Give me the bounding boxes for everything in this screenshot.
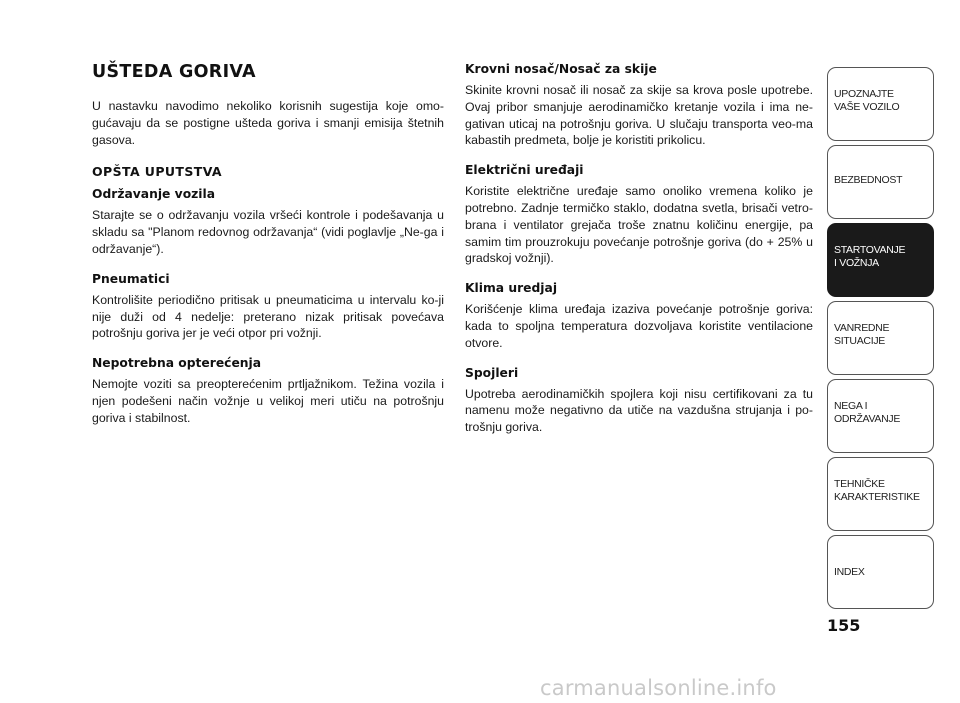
- tab-label-line1: STARTOVANJE: [834, 244, 906, 256]
- watermark: carmanualsonline.info: [540, 676, 777, 700]
- tab-nega-i-odrzavanje[interactable]: [827, 379, 934, 453]
- heading-pneumatici: Pneumatici: [92, 271, 170, 286]
- text-krovni-nosac: Skinite krovni nosač ili nosač za skije sa krova posle upotrebe. Ovaj pribor smanjuje aerodinamičko kretanje vozila i ima ne-gativan uticaj na potrošnju goriva. U slučaju transporta veo-ma kabastih predmeta, bolje je koristiti prikolicu.: [465, 83, 813, 148]
- text-klima-uredjaj: Korišćenje klima uređaja izaziva povećanje potrošnje goriva: kada to spoljna temperatura dozvoljava koristite ventilacione otvore.: [465, 302, 813, 350]
- heading-opterecenja: Nepotrebna opterećenja: [92, 356, 262, 371]
- text-opterecenja: Nemojte voziti sa preopterećenim prtljažnikom. Težina vozila i njen podešeni način vožnje u velikoj meri utiču na potrošnju goriva i stabilnost.: [92, 377, 444, 425]
- page-number: 155: [827, 616, 861, 635]
- tab-label-line1: BEZBEDNOST: [834, 174, 903, 186]
- intro-paragraph: U nastavku navodimo nekoliko korisnih sugestija koje omo-gućavaju da se postigne ušteda goriva i smanji emisija štetnih gasova.: [92, 99, 444, 147]
- tab-label-line2: ODRŽAVANJE: [834, 412, 901, 425]
- text-odrzavanje: Starajte se o održavanju vozila vršeći kontrole i podešavanja u skladu sa "Planom redovnog održavanja“ (vidi poglavlje „Ne-ga i održavanje“).: [92, 208, 444, 256]
- tab-vanredne-situacije[interactable]: [827, 301, 934, 375]
- section-title: OPŠTA UPUTSTVA: [92, 164, 222, 180]
- text-pneumatici: Kontrolišite periodično pritisak u pneumaticima u intervalu ko-ji nije duži od 4 nedelje: preterano nizak pritisak povećava potrošnju goriva jer je veći otpor pri vožnji.: [92, 292, 444, 341]
- tab-label-line1: INDEX: [834, 566, 865, 578]
- tab-label-line2: I VOŽNJA: [834, 256, 879, 269]
- right-column: [465, 62, 813, 436]
- heading-klima-uredjaj: Klima uredjaj: [465, 281, 558, 296]
- tab-label-line2: VAŠE VOZILO: [834, 100, 900, 113]
- left-column: [92, 62, 444, 427]
- text-elektricni-uredjaji: Koristite električne uređaje samo onoliko vremena koliko je potrebno. Zadnje termičko staklo, dodatna svetla, brisači vetro-brana i ventilator grejača troše znatnu količinu energije, pa samim tim prouzrokuju povećanje potrošnje goriva (do + 25% u gradskoj vožnji).: [465, 184, 813, 266]
- tab-label-line2: SITUACIJE: [834, 334, 885, 347]
- chapter-sidebar: [827, 67, 934, 613]
- heading-krovni-nosac: Krovni nosač/Nosač za skije: [465, 62, 657, 76]
- tab-label-line1: VANREDNE: [834, 322, 890, 334]
- heading-spojleri: Spojleri: [465, 365, 519, 380]
- tab-upoznajte-vase-vozilo[interactable]: [827, 67, 934, 141]
- heading-odrzavanje: Održavanje vozila: [92, 187, 216, 202]
- tab-label-line2: KARAKTERISTIKE: [834, 490, 920, 503]
- tab-startovanje-i-voznja[interactable]: [827, 223, 934, 297]
- tab-tehnicke-karakteristike[interactable]: [827, 457, 934, 531]
- tab-bezbednost[interactable]: [827, 145, 934, 219]
- tab-label-line1: TEHNIČKE: [834, 478, 885, 490]
- page-title: UŠTEDA GORIVA: [92, 62, 256, 82]
- text-spojleri: Upotreba aerodinamičkih spojlera koji nisu certifikovani za tu namenu može negativno da utiče na vazdušna strujanja i po-trošnju goriva.: [465, 386, 813, 435]
- tab-label-line1: UPOZNAJTE: [834, 88, 894, 100]
- heading-elektricni-uredjaji: Električni uređaji: [465, 163, 584, 178]
- tab-label-line1: NEGA I: [834, 400, 868, 412]
- tab-index[interactable]: [827, 535, 934, 609]
